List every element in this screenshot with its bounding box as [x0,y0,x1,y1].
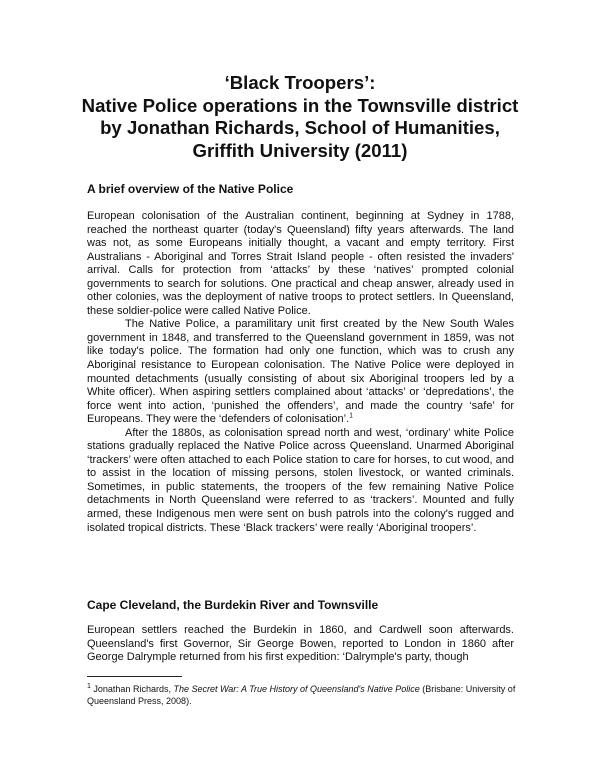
footnote-reference[interactable]: 1 [349,412,354,420]
page-title [60,72,540,162]
section-heading-cape-cleveland: Cape Cleveland, the Burdekin River and Townsville [87,598,379,612]
title-line-1: ‘Black Troopers’: [224,72,376,93]
paragraph-2-text: The Native Police, a paramilitary unit first created by the New South Wales government in 1848, and transferred to the Queensland government in 1859, was not like today's police. The formation had only one function, which was to crush any Aboriginal resistance to European colonisation. The Native Police were deployed in mounted detachments (usually consisting of about six Aboriginal troopers led by a White officer). When aspiring settlers complained about ‘attacks’ or ‘depredations’, the force went into action, ‘punished the offenders’, and made the country ‘safe’ for Europeans. They were the ‘defenders of colonisation’. [87,318,514,426]
cape-body [87,624,514,665]
paragraph-1: European colonisation of the Australian continent, beginning at Sydney in 1788, reached the northeast quarter (today's Queensland) fifty years afterwards. The land was not, as some Europeans initially thought, a vacant and empty territory. First Australians - Aboriginal and Torres Strait Island people - often resisted the invaders' arrival. Calls for protection from ‘attacks’ by these ‘natives’ prompted colonial governments to search for solutions. One practical and cheap answer, already used in other colonies, was the deployment of native troops to protect settlers. In Queensland, these soldier-police were called Native Police. [87,210,514,317]
footnote-book-title: The Secret War: A True History of Queensland's Native Police [173,684,420,694]
title-line-3: by Jonathan Richards, School of Humanities, [100,117,500,138]
paragraph-3: After the 1880s, as colonisation spread north and west, ‘ordinary’ white Police stations gradually replaced the Native Police across Queensland. Unarmed Aboriginal ‘trackers’ were often attached to each Police station to care for horses, to cut wood, and to assist in the location of missing persons, stolen livestock, or wanted criminals. Sometimes, in public statements, the troopers of the few remaining Native Police detachments in North Queensland were referred to as ‘trackers’. Mounted and fully armed, these Indigenous men were sent on bush patrols into the colony's rugged and isolated tropical districts. These ‘Black trackers’ were really ‘Aboriginal troopers’. [87,426,514,534]
footnote-author: Jonathan Richards, [90,684,174,694]
title-line-2: Native Police operations in the Townsville district [81,94,519,116]
paragraph-2 [87,318,514,426]
footnote-divider [87,676,182,677]
footnote-publication: (Brisbane: University of Queensland Press, 2008). [87,684,516,706]
overview-body [87,210,514,535]
footnote-mark: 1 [87,683,91,690]
footnote [87,683,517,707]
section-heading-overview: A brief overview of the Native Police [87,182,294,196]
paragraph-4: European settlers reached the Burdekin in 1860, and Cardwell soon afterwards. Queensland's first Governor, Sir George Bowen, reported to London in 1860 after George Dalrymple returned from his first expedition: ‘Dalrymple's party, though [87,624,514,664]
title-line-4: Griffith University (2011) [192,139,408,161]
